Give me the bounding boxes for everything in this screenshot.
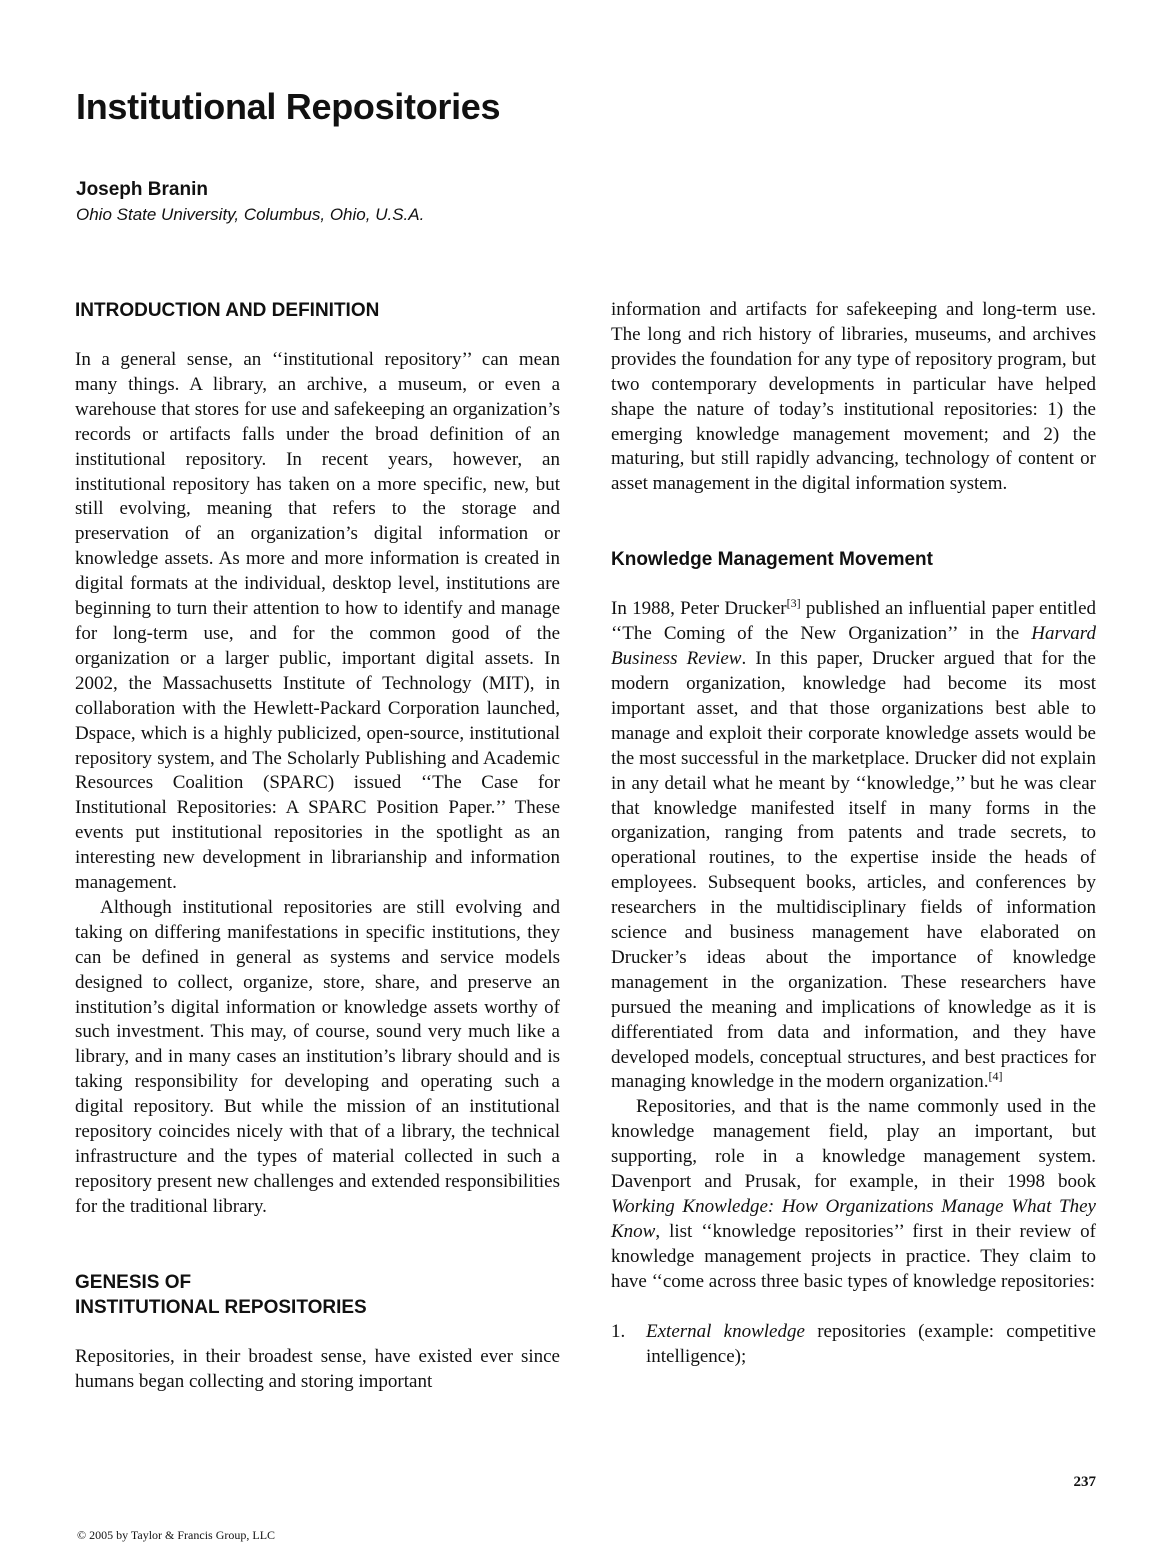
section-heading-genesis <box>75 1270 560 1320</box>
km-paragraph-1: In 1988, Peter Drucker[3] published an influential paper entitled ‘‘The Coming of the New Organization’’ in the Harvard Business Review. In this paper, Drucker argued that for the modern organization, knowledge had become its most important asset, and that those organizations best able to manage and exploit their corporate knowledge assets would be the most successful in the marketplace. Drucker did not explain in any detail what he meant by ‘‘knowledge,’’ but he was clear that knowledge manifested itself in many forms in the organization, ranging from patents and trade secrets, to operational routines, to the expertise inside the heads of employees. Subsequent books, articles, and conferences by researchers in the multidisciplinary fields of information science and business management have elaborated on Drucker’s ideas about the importance of knowledge management in the organization. These researchers have pursued the meaning and implications of knowledge as it is differentiated from data and information, and they have developed models, conceptual structures, and best practices for managing knowledge in the modern organization.[4] <box>611 596 1096 1093</box>
genesis-paragraph-1: Repositories, in their broadest sense, have existed ever since humans began collecting and storing important <box>75 1345 560 1392</box>
genesis-heading-line-1: GENESIS OF <box>75 1271 192 1293</box>
article-title: Institutional Repositories <box>76 86 501 127</box>
list-item-body: External knowledge repositories (example: competitive intelligence); <box>646 1320 1096 1367</box>
citation-3: [3] <box>786 596 801 611</box>
citation-4: [4] <box>988 1069 1003 1084</box>
section-heading-introduction: INTRODUCTION AND DEFINITION <box>75 300 380 321</box>
right-column <box>611 298 1096 1369</box>
journal-title: Harvard Business Review <box>611 623 1096 670</box>
left-column <box>75 298 560 1395</box>
intro-paragraph-2: Although institutional repositories are still evolving and taking on differing manifestations in specific institutions, they can be defined in general as systems and service models designed to collect, organize, store, share, and preserve an institution’s digital information or knowledge assets worthy of such investment. This may, of course, sound very much like a library, and in many cases an institution’s library should and is taking responsibility for developing and operating such a digital repository. But while the mission of an institutional repository coincides nicely with that of a library, the technical infrastructure and the types of material collected in such a repository present new challenges and extended responsibilities for the traditional library. <box>75 896 560 1217</box>
book-title: Working Knowledge: How Organizations Manage What They Know <box>611 1196 1096 1242</box>
genesis-heading-line-2: INSTITUTIONAL REPOSITORIES <box>75 1296 367 1318</box>
author-name: Joseph Branin <box>76 179 208 200</box>
list-item <box>611 1320 1096 1370</box>
subsection-heading-knowledge-management: Knowledge Management Movement <box>611 549 933 571</box>
page-number: 237 <box>1073 1474 1096 1490</box>
genesis-paragraph-1-continued: information and artifacts for safekeeping and long-term use. The long and rich history of libraries, museums, and archives provides the foundation for any type of repository program, but two contemporary developments in particular have helped shape the nature of today’s institutional repositories: 1) the emerging knowledge management movement; and 2) the maturing, but still rapidly advancing, technology of content or asset management in the digital information system. <box>611 299 1096 495</box>
list-item-number: 1. <box>611 1320 626 1342</box>
km-paragraph-2: Repositories, and that is the name commonly used in the knowledge management field, play an important, but supporting, role in a knowledge management system. Davenport and Prusak, for example, in their 1998 book Working Knowledge: How Organizations Manage What They Know, list ‘‘knowledge repositories’’ first in their review of knowledge management projects in practice. They claim to have ‘‘come across three basic types of knowledge repositories: <box>611 1096 1096 1292</box>
copyright-notice: © 2005 by Taylor & Francis Group, LLC <box>77 1528 276 1542</box>
author-affiliation: Ohio State University, Columbus, Ohio, U.S.A. <box>76 205 425 224</box>
intro-paragraph-1: In a general sense, an ‘‘institutional repository’’ can mean many things. A library, an archive, a museum, or even a warehouse that stores for use and safekeeping an organization’s records or artifacts falls under the broad definition of an institutional repository. In recent years, however, an institutional repository has taken on a more specific, new, but still evolving, meaning that refers to the storage and preservation of an organization’s digital information or knowledge assets. As more and more information is created in digital formats at the individual, desktop level, institutions are beginning to turn their attention to how to identify and manage for long-term use, and for the common good of the organization or a larger public, important digital assets. In 2002, the Massachusetts Institute of Technology (MIT), in collaboration with the Hewlett-Packard Corporation launched, Dspace, which is a highly publicized, open-source, institutional repository system, and The Scholarly Publishing and Academic Resources Coalition (SPARC) issued ‘‘The Case for Institutional Repositories: A SPARC Position Paper.’’ These events put institutional repositories in the spotlight as an interesting new development in librarianship and information management. <box>75 349 560 894</box>
